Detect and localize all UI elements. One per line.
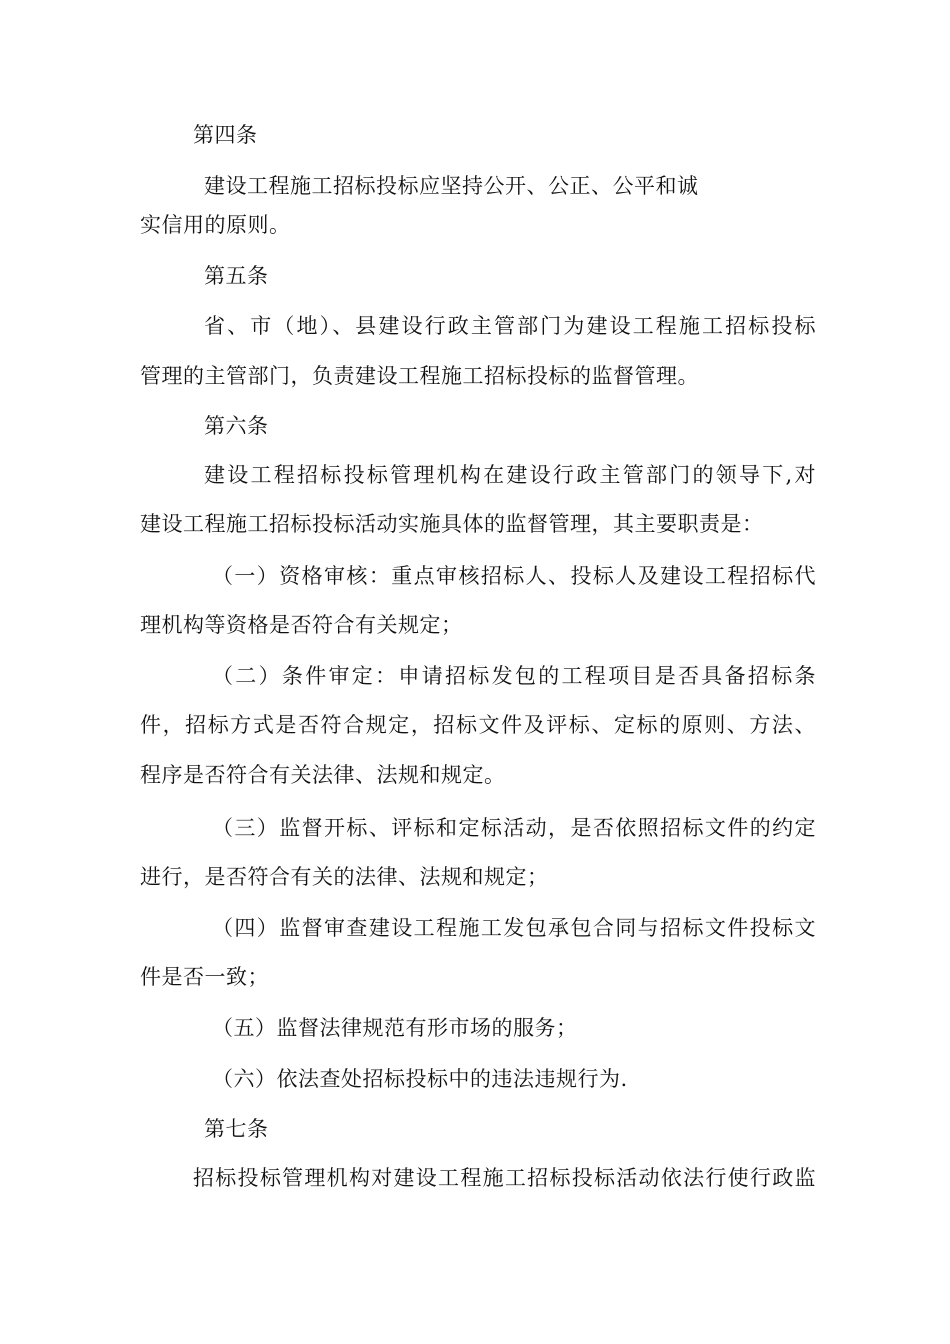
duty-2-line-1: （二）条件审定：申请招标发包的工程项目是否具备招标条 [212, 664, 816, 688]
duty-3-line-2: 进行，是否符合有关的法律、法规和规定； [140, 865, 549, 889]
article-6-text-line-2: 建设工程施工招标投标活动实施具体的监督管理，其主要职责是： [140, 512, 764, 536]
duty-1-line-1: （一）资格审核：重点审核招标人、投标人及建设工程招标代 [212, 564, 816, 588]
article-6-heading: 第六条 [204, 414, 269, 438]
article-4-heading: 第四条 [193, 123, 258, 147]
duty-5-line: （五）监督法律规范有形市场的服务； [212, 1016, 578, 1040]
duty-3-line-1: （三）监督开标、评标和定标活动，是否依照招标文件的约定 [212, 816, 816, 840]
article-4-text-line-1: 建设工程施工招标投标应坚持公开、公正、公平和诚 [204, 174, 699, 198]
article-7-heading: 第七条 [204, 1117, 269, 1141]
duty-4-line-1: （四）监督审查建设工程施工发包承包合同与招标文件投标文 [212, 916, 816, 940]
article-5-heading: 第五条 [204, 264, 269, 288]
duty-2-line-3: 程序是否符合有关法律、法规和规定。 [140, 763, 506, 787]
duty-6-line: （六）依法查处招标投标中的违法违规行为. [212, 1067, 628, 1091]
article-7-text-line-1: 招标投标管理机构对建设工程施工招标投标活动依法行使行政监 [193, 1166, 816, 1190]
article-5-text-line-2: 管理的主管部门，负责建设工程施工招标投标的监督管理。 [140, 364, 699, 388]
duty-4-line-2: 件是否一致； [140, 965, 269, 989]
article-6-text-line-1: 建设工程招标投标管理机构在建设行政主管部门的领导下,对 [204, 463, 816, 487]
duty-2-line-2: 件，招标方式是否符合规定，招标文件及评标、定标的原则、方法、 [140, 713, 816, 737]
article-5-text-line-1: 省、市（地）、县建设行政主管部门为建设工程施工招标投标 [204, 314, 816, 338]
article-4-text-line-2: 实信用的原则。 [140, 213, 291, 237]
duty-1-line-2: 理机构等资格是否符合有关规定； [140, 613, 463, 637]
